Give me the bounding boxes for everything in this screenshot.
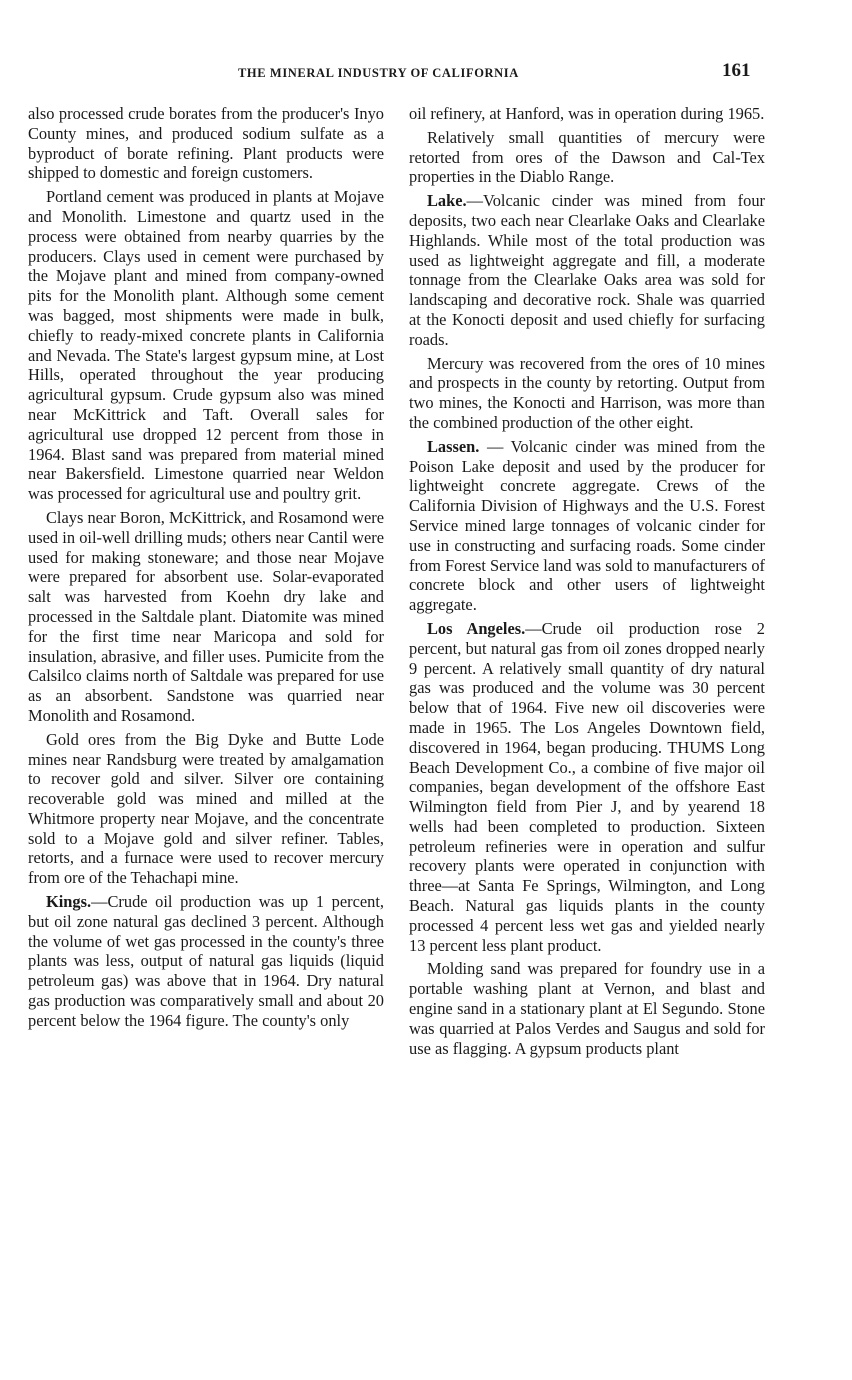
page-header: [0, 60, 852, 90]
page-number: 161: [722, 60, 751, 81]
paragraph-lassen: Lassen. — Volcanic cinder was mined from the Poison Lake deposit and used by the producer for lightweight concrete aggregate. Crews of the California Division of Highways and the U.S. Forest Service mined large tonnages of volcanic cinder for use in constructing and surfacing roads. Some cinder from Forest Service land was sold to manufacturers of concrete block and other users of lightweight aggregate.: [409, 436, 765, 615]
paragraph-kings: Kings.—Crude oil production was up 1 percent, but oil zone natural gas declined 3 percent. Although the volume of wet gas processed in the county's three plants was less, output of natural gas liquids (liquid petroleum gas) was above that in 1964. Dry natural gas production was comparatively small and about 20 percent below the 1964 figure. The county's only: [28, 892, 384, 1030]
paragraph: Molding sand was prepared for foundry use in a portable washing plant at Vernon, and blast and engine sand in a stationary plant at El Segundo. Stone was quarried at Palos Verdes and Saugus and sold for use as flagging. A gypsum products plant: [409, 959, 765, 1058]
paragraph: Relatively small quantities of mercury were retorted from ores of the Dawson and Cal-Tex properties in the Diablo Range.: [409, 127, 765, 187]
paragraph-lake: Lake.—Volcanic cinder was mined from four deposits, two each near Clearlake Oaks and Clearlake Highlands. While most of the total production was used as lightweight aggregate and fill, a moderate tonnage from the Clearlake Oaks area was sold for landscaping and decorative rock. Shale was quarried at the Konocti deposit and used chiefly for surfacing roads.: [409, 191, 765, 349]
county-heading: Lake.: [427, 191, 467, 211]
paragraph: also processed crude borates from the producer's Inyo County mines, and produced sodium sulfate as a byproduct of borate refining. Plant products were shipped to domestic and foreign customers.: [28, 104, 384, 183]
paragraph: Mercury was recovered from the ores of 10 mines and prospects in the county by retorting. Output from two mines, the Konocti and Harrison, was more than the combined production of the other eight.: [409, 353, 765, 432]
paragraph: oil refinery, at Hanford, was in operation during 1965.: [409, 104, 765, 123]
county-heading: Kings.: [46, 892, 92, 912]
paragraph: Portland cement was produced in plants at Mojave and Monolith. Limestone and quartz used in the process were obtained from nearby quarries by the producers. Clays used in cement were purchased by the Mojave plant and mined from company-owned pits for the Monolith plant. Although some cement was bagged, most shipments were made in bulk, chiefly to ready-mixed concrete plants in California and Nevada. The State's largest gypsum mine, at Lost Hills, operated throughout the year producing agricultural gypsum. Crude gypsum also was mined near McKittrick and Taft. Overall sales for agricultural use dropped 12 percent from those in 1964. Blast sand was prepared from material mined near Bakersfield. Limestone quarried near Weldon was processed for agricultural use and poultry grit.: [28, 187, 384, 504]
right-column: [409, 104, 765, 1062]
paragraph: Gold ores from the Big Dyke and Butte Lode mines near Randsburg were treated by amalgamation to recover gold and silver. Silver ore containing recoverable gold was mined and milled at the Whitmore property near Mojave, and the concentrate sold to a Mojave gold and silver refiner. Tables, retorts, and a furnace were used to recover mercury from ore of the Tehachapi mine.: [28, 729, 384, 888]
left-column: [28, 104, 384, 1035]
paragraph-los-angeles: Los Angeles.—Crude oil production rose 2 percent, but natural gas from oil zones dropped nearly 9 percent. A relatively small quantity of dry natural gas was produced and the volume was 30 percent below that of 1964. Five new oil discoveries were made in 1965. The Los Angeles Downtown field, discovered in 1964, began producing. THUMS Long Beach Development Co., a combine of five major oil companies, began development of the offshore East Wilmington field from Pier J, and by yearend 18 wells had been completed to production. Sixteen petroleum refineries were in operation and sulfur recovery plants were operated in conjunction with three—at Santa Fe Springs, Wilmington, and Long Beach. Natural gas liquids plants in the county processed 4 percent less wet gas and yielded nearly 13 percent less plant product.: [409, 618, 765, 955]
running-title: THE MINERAL INDUSTRY OF CALIFORNIA: [238, 66, 519, 80]
county-heading: Lassen.: [427, 436, 480, 456]
county-heading: Los Angeles.: [427, 618, 526, 638]
paragraph: Clays near Boron, McKittrick, and Rosamond were used in oil-well drilling muds; others near Cantil were used for making stoneware; and those near Mojave were prepared for absorbent use. Solar-evaporated salt was harvested from Koehn dry lake and processed in the Saltdale plant. Diatomite was mined for the first time near Maricopa and sold for insulation, abrasive, and filler uses. Pumicite from the Calsilco claims north of Saltdale was prepared for use as an absorbent. Sandstone was quarried near Monolith and Rosamond.: [28, 507, 384, 725]
